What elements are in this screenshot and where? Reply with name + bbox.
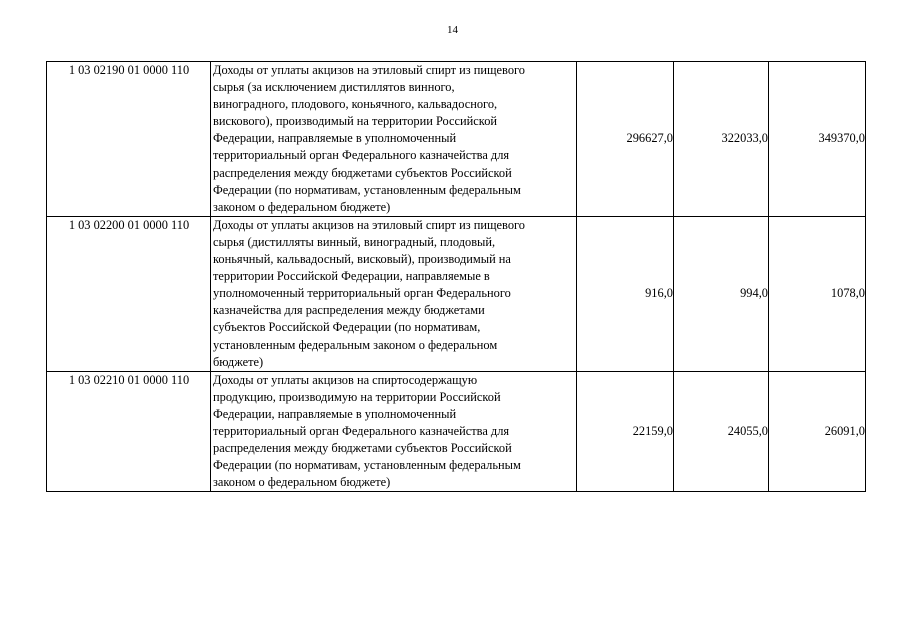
description-line: Доходы от уплаты акцизов на спиртосодержащую: [213, 372, 478, 387]
amount-year-2-cell: 24055,0: [674, 371, 769, 492]
amount-year-2-cell: 994,0: [674, 216, 769, 371]
description-line: субъектов Российской Федерации (по нормативам,: [213, 320, 481, 335]
budget-code-cell: 1 03 02200 01 0000 110: [47, 216, 211, 371]
description-line: территории Российской Федерации, направляемые в: [213, 269, 490, 284]
description-line: территориальный орган Федерального казначейства для: [213, 423, 510, 438]
revenue-table-body: [47, 62, 866, 492]
description-line: коньячный, кальвадосный, висковый), производимый на: [213, 252, 511, 267]
revenue-table: [46, 61, 866, 492]
amount-year-3-cell: 26091,0: [769, 371, 866, 492]
description-line: Федерации, направляемые в уполномоченный: [213, 131, 457, 146]
description-line: казначейства для распределения между бюджетами: [213, 303, 485, 318]
description-line: бюджете): [213, 354, 264, 369]
description-line: продукцию, производимую на территории Российской: [213, 389, 501, 404]
description-line: Федерации, направляемые в уполномоченный: [213, 406, 457, 421]
description-line: вискового), производимый на территории Российской: [213, 114, 498, 129]
description-line: законом о федеральном бюджете): [213, 475, 391, 490]
description-line: установленным федеральным законом о федеральном: [213, 337, 498, 352]
description-line: законом о федеральном бюджете): [213, 199, 391, 214]
amount-year-1-cell: 22159,0: [577, 371, 674, 492]
description-cell: [211, 62, 577, 217]
amount-year-2-cell: 322033,0: [674, 62, 769, 217]
description-line: сырья (за исключением дистиллятов винного,: [213, 80, 455, 95]
description-line: виноградного, плодового, коньячного, кальвадосного,: [213, 97, 498, 112]
description-line: уполномоченный территориальный орган Федерального: [213, 286, 511, 301]
amount-year-3-cell: 349370,0: [769, 62, 866, 217]
description-line: Доходы от уплаты акцизов на этиловый спирт из пищевого: [213, 217, 525, 232]
description-cell: [211, 371, 577, 492]
table-row: [47, 62, 866, 217]
description-cell: [211, 216, 577, 371]
amount-year-1-cell: 916,0: [577, 216, 674, 371]
budget-code-cell: 1 03 02190 01 0000 110: [47, 62, 211, 217]
page-number: 14: [447, 24, 458, 36]
amount-year-1-cell: 296627,0: [577, 62, 674, 217]
description-line: распределения между бюджетами субъектов Российской: [213, 165, 512, 180]
budget-code-cell: 1 03 02210 01 0000 110: [47, 371, 211, 492]
description-line: распределения между бюджетами субъектов Российской: [213, 441, 512, 456]
description-line: Федерации (по нормативам, установленным федеральным: [213, 458, 521, 473]
description-line: территориальный орган Федерального казначейства для: [213, 148, 510, 163]
table-row: [47, 216, 866, 371]
description-line: Доходы от уплаты акцизов на этиловый спирт из пищевого: [213, 63, 525, 77]
description-line: Федерации (по нормативам, установленным федеральным: [213, 182, 521, 197]
amount-year-3-cell: 1078,0: [769, 216, 866, 371]
table-row: [47, 371, 866, 492]
description-line: сырья (дистилляты винный, виноградный, плодовый,: [213, 234, 496, 249]
